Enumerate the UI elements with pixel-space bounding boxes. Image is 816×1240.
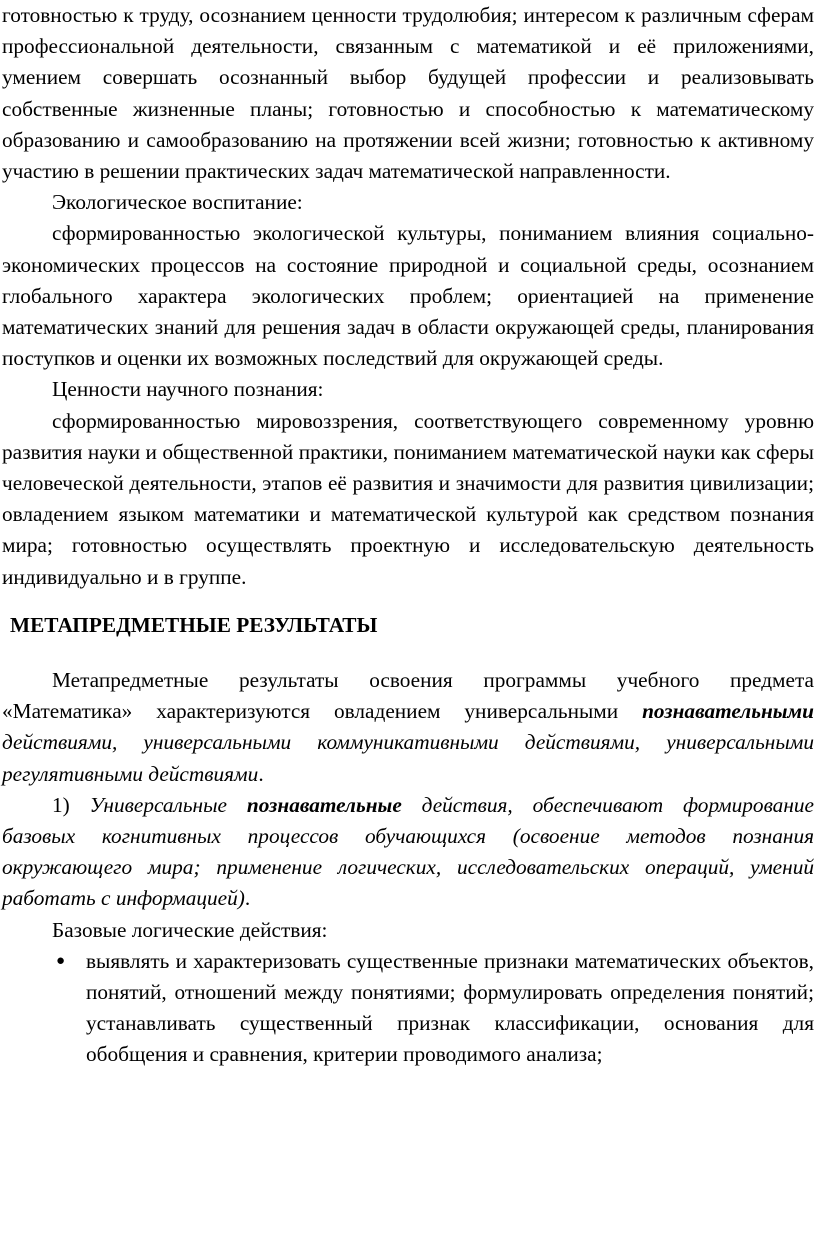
list-item-text: выявлять и характеризовать существенные признаки математических объектов, понятий, отношений между понятиями; формулировать определения понятий; устанавливать существенный признак классификации, основания для обобщения и сравнения, критерии проводимого анализа; [86,948,814,1067]
meta-intro-italic: действиями, универсальными коммуникативными действиями, универсальными регулятивными действиями [2,730,814,786]
paragraph-item-1 [2,790,814,915]
meta-intro-bold: познавательными [642,699,814,724]
paragraph-science: сформированностью мировоззрения, соответствующего современному уровню развития науки и общественной практики, пониманием математической науки как сферы человеческой деятельности, этапов её развития и значимости для развития цивилизации; овладением языком математики и математической культурой как средством познания мира; готовностью осуществлять проектную и исследовательскую деятельность индивидуально и в группе. [2,408,814,589]
science-heading: Ценности научного познания: [52,377,324,402]
logic-heading: Базовые логические действия: [52,917,328,942]
item1-italic-b: действия, обеспечивают формирование базовых когнитивных процессов обучающихся (освоение методов познания окружающего мира; применение логических, исследовательских операций, умений работать с информацией) [2,792,814,911]
item1-end: . [244,886,251,911]
list-item [56,946,814,1071]
meta-intro-end: . [258,761,264,786]
item1-italic-a: Универсальные [69,792,247,817]
meta-intro-plain: Метапредметные результаты освоения программы учебного предмета «Математика» характеризуются овладением универсальными [2,668,814,724]
eco-heading: Экологическое воспитание: [52,190,303,215]
paragraph-meta-intro [2,665,814,790]
item1-number: 1) [52,792,70,817]
item1-bold: познавательные [246,792,402,817]
paragraph-ecology: сформированностью экологической культуры, пониманием влияния социально-экономических процессов на состояние природной и социальной среды, осознанием глобального характера экологических проблем; ориентацией на применение математических знаний для решения задач в области окружающей среды, планирования поступков и оценки их возможных последствий для окружающей среды. [2,221,814,371]
paragraph-work-readiness: готовностью к труду, осознанием ценности трудолюбия; интересом к различным сферам профессиональной деятельности, связанным с математикой и её приложениями, умением совершать осознанный выбор будущей профессии и реализовывать собственные жизненные планы; готовностью и способностью к математическому образованию и самообразованию на протяжении всей жизни; готовностью к активному участию в решении практических задач математической направленности. [2,3,814,184]
section-title-metasubject: МЕТАПРЕДМЕТНЫЕ РЕЗУЛЬТАТЫ [10,612,378,637]
bullet-dot-icon: ● [56,952,66,969]
bullet-list [2,946,814,1071]
